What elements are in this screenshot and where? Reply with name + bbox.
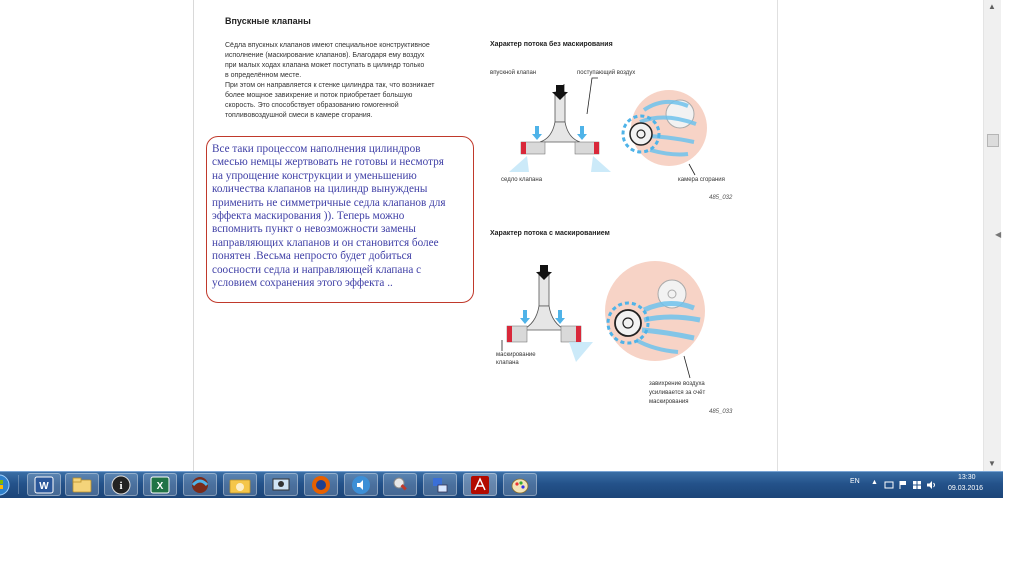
scrollbar-thumb[interactable] bbox=[987, 134, 999, 147]
label-swirl-3: маскирования bbox=[649, 399, 689, 405]
annotation-line: соосности седла и направляющей клапана с bbox=[212, 263, 422, 276]
label-intake-valve: впускной клапан bbox=[490, 70, 537, 76]
figure2-illustration bbox=[494, 258, 724, 380]
volume-icon[interactable] bbox=[926, 480, 937, 490]
language-indicator[interactable]: EN bbox=[850, 478, 860, 485]
label-valve-seat: седло клапана bbox=[501, 177, 543, 183]
paragraph-line: Сёдла впускных клапанов имеют специальное конструктивное bbox=[225, 42, 430, 49]
paragraph-line: При этом он направляется к стенке цилиндра так, что возникает bbox=[225, 82, 435, 89]
taskbar bbox=[0, 471, 1003, 498]
annotation-line: вспомнить пункт о невозможности замены bbox=[212, 223, 416, 236]
annotation-line: Все таки процессом наполнения цилиндров bbox=[212, 143, 421, 155]
air-flow bbox=[509, 156, 529, 172]
page-divider bbox=[777, 0, 778, 471]
paint-icon bbox=[510, 475, 530, 495]
seat-mask-left bbox=[507, 326, 512, 342]
annotation-line: эффекта маскирования )). Теперь можно bbox=[212, 210, 405, 223]
start-button[interactable] bbox=[0, 473, 12, 496]
annotation-line: понятен .Весьма непросто будет добиться bbox=[212, 250, 412, 263]
start-orb-icon bbox=[0, 474, 10, 496]
label-masking-2: клапана bbox=[496, 360, 519, 366]
air-arrow bbox=[532, 126, 542, 140]
annotation-line: смесью немцы жертвовать не готовы и несмотря bbox=[212, 156, 444, 169]
figure1-illustration bbox=[494, 72, 724, 182]
tray-window-icon[interactable] bbox=[884, 480, 894, 490]
leader-line bbox=[587, 78, 598, 114]
clock-time[interactable]: 13:30 bbox=[958, 474, 976, 481]
clock-date[interactable]: 09.03.2016 bbox=[948, 485, 984, 492]
taskbar-excel[interactable] bbox=[143, 473, 177, 496]
taskbar-file-explorer[interactable] bbox=[65, 473, 99, 496]
paragraph-line: при малых ходах клапана может поступать в цилиндр только bbox=[225, 62, 425, 69]
taskbar-screen-tool[interactable] bbox=[264, 473, 298, 496]
seat-mask-left bbox=[521, 142, 526, 154]
leader-line bbox=[689, 164, 695, 175]
figure2-code: 485_033 bbox=[709, 409, 733, 415]
label-masking-1: маскирование bbox=[496, 352, 536, 358]
taskbar-word[interactable] bbox=[27, 473, 61, 496]
label-combustion-chamber: камера сгорания bbox=[678, 177, 725, 183]
svg-text:X: X bbox=[156, 480, 164, 492]
down-arrow bbox=[552, 85, 568, 100]
svg-text:i: i bbox=[119, 479, 123, 492]
audio-app-icon bbox=[351, 475, 371, 495]
air-arrow bbox=[520, 310, 530, 324]
network-app-icon bbox=[430, 475, 450, 495]
word-icon bbox=[34, 476, 54, 494]
label-swirl-2: усиливается за счёт bbox=[649, 390, 706, 396]
down-arrow bbox=[536, 265, 552, 280]
action-center-flag-icon[interactable] bbox=[898, 480, 908, 490]
system-tray bbox=[840, 472, 1003, 498]
leader-line bbox=[684, 356, 690, 378]
intake-valve-top bbox=[630, 123, 652, 145]
figure1-code: 485_032 bbox=[709, 195, 733, 201]
taskbar-media-app[interactable] bbox=[183, 473, 217, 496]
panel-collapse-icon[interactable]: ◀ bbox=[995, 230, 1002, 239]
firefox-icon bbox=[311, 475, 331, 495]
adjacent-page-area bbox=[777, 0, 983, 471]
annotation-line: направляющих клапанов и он становится более bbox=[212, 236, 439, 249]
intake-valve-top bbox=[615, 310, 641, 336]
paragraph-line: в определённом месте. bbox=[225, 72, 302, 79]
taskbar-network-app[interactable] bbox=[423, 473, 457, 496]
taskbar-folder[interactable] bbox=[223, 473, 257, 496]
label-swirl-1: завихрение воздуха bbox=[649, 381, 705, 387]
svg-text:W: W bbox=[39, 480, 49, 492]
seat-mask-right bbox=[594, 142, 599, 154]
network-status-icon[interactable] bbox=[912, 480, 922, 490]
excel-icon bbox=[150, 476, 170, 494]
scroll-down-icon[interactable]: ▼ bbox=[988, 459, 996, 468]
body-paragraph bbox=[225, 41, 470, 121]
annotation-line: на упрощение конструкции и уменьшению bbox=[212, 169, 417, 182]
taskbar-audio-app[interactable] bbox=[344, 473, 378, 496]
paragraph-line: топливовоздушной смеси в камере сгорания. bbox=[225, 112, 373, 119]
annotation-line: применить не симметричные седла клапанов для bbox=[212, 196, 446, 209]
show-hidden-icons[interactable]: ▲ bbox=[871, 479, 878, 486]
media-app-icon bbox=[190, 475, 210, 495]
utility-app-icon bbox=[390, 475, 410, 495]
air-arrow bbox=[577, 126, 587, 140]
taskbar-separator bbox=[18, 475, 19, 494]
annotation-line: количества клапанов на цилиндр вынуждены bbox=[212, 183, 428, 196]
screen-tool-icon bbox=[271, 476, 291, 494]
air-flow bbox=[569, 342, 593, 362]
seat-mask-right bbox=[576, 326, 581, 342]
valve-head bbox=[540, 122, 580, 142]
taskbar-pdf-reader[interactable] bbox=[463, 473, 497, 496]
figure2-heading: Характер потока с маскированием bbox=[490, 230, 610, 237]
taskbar-firefox[interactable] bbox=[304, 473, 338, 496]
paragraph-line: исполнение (маскирование клапанов). Благодаря ему воздух bbox=[225, 52, 425, 59]
air-arrow bbox=[555, 310, 565, 324]
section-title: Впускные клапаны bbox=[225, 16, 311, 26]
paragraph-line: более мощное завихрение и поток приобретает большую bbox=[225, 92, 413, 99]
air-flow bbox=[591, 156, 611, 172]
taskbar-paint[interactable] bbox=[503, 473, 537, 496]
label-incoming-air: поступающий воздух bbox=[577, 70, 636, 76]
file-explorer-icon bbox=[72, 476, 92, 494]
taskbar-utility-app[interactable] bbox=[383, 473, 417, 496]
annotation-line: условием сохранения этого эффекта .. bbox=[212, 277, 393, 290]
annotation-comment bbox=[206, 136, 474, 303]
scroll-up-icon[interactable]: ▲ bbox=[988, 2, 996, 11]
folder-icon bbox=[229, 476, 251, 494]
taskbar-info-app[interactable] bbox=[104, 473, 138, 496]
info-app-icon bbox=[111, 475, 131, 495]
paragraph-line: скорость. Это способствует образованию гомогенной bbox=[225, 102, 399, 109]
figure1-heading: Характер потока без маскирования bbox=[490, 41, 613, 48]
pdf-reader-icon bbox=[470, 475, 490, 495]
